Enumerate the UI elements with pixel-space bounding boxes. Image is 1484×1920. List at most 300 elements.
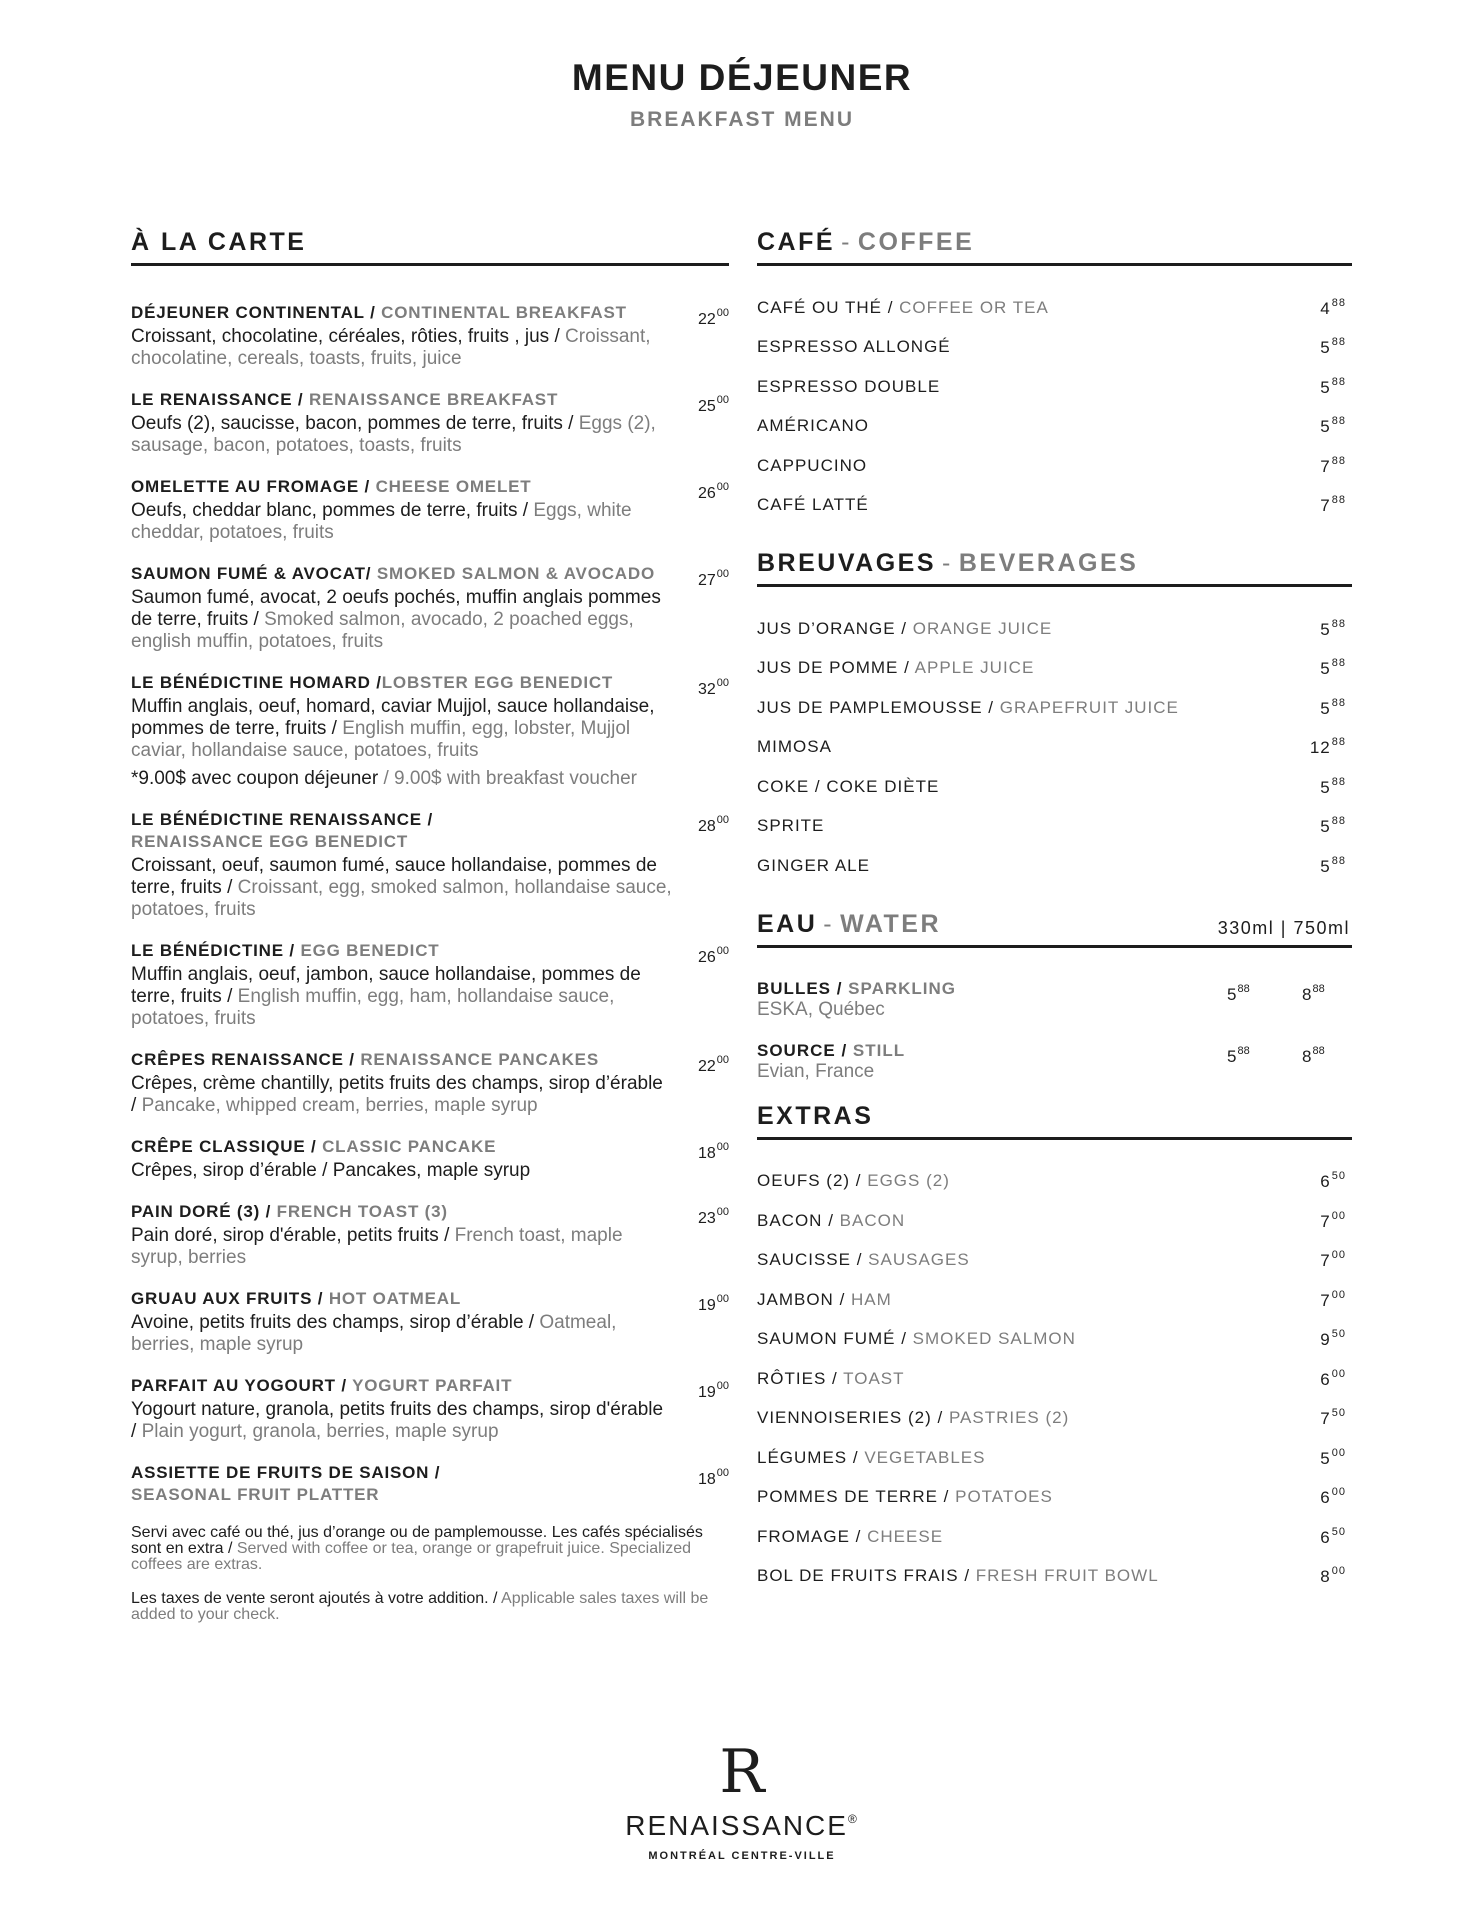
water-sep: /	[831, 978, 849, 998]
dish-price	[698, 672, 729, 701]
extras-list	[757, 1162, 1352, 1597]
dish-price	[698, 563, 729, 592]
item-sep: /	[881, 297, 900, 317]
dish-name-sep: /	[305, 1137, 323, 1156]
price-main: 18	[697, 1471, 716, 1488]
item-name-en: ORANGE JUICE	[912, 618, 1053, 638]
voucher-note	[131, 768, 673, 790]
price-cents: 50	[1331, 1525, 1346, 1538]
price-main: 19	[697, 1384, 716, 1401]
price-main: 6	[1320, 1172, 1331, 1192]
price-main: 5	[1320, 338, 1331, 358]
item-name-en: SAUSAGES	[868, 1250, 970, 1270]
dish-name-sep: /	[364, 303, 382, 322]
item-name-fr: CAFÉ LATTÉ	[757, 495, 869, 515]
price-main: 19	[697, 1297, 716, 1314]
dish-name-sep: /	[283, 941, 301, 960]
dish-name-en: LOBSTER EGG BENEDICT	[381, 673, 614, 692]
price-cents: 00	[716, 945, 729, 957]
price-cents: 88	[1237, 1044, 1250, 1057]
price-cents: 88	[1331, 696, 1346, 709]
water-name-fr: SOURCE	[757, 1040, 836, 1060]
dish-item	[131, 302, 729, 370]
item-name-en: PASTRIES (2)	[948, 1408, 1070, 1428]
menu-row	[757, 1438, 1352, 1478]
menu-row	[757, 846, 1352, 886]
price-main: 7	[1320, 496, 1331, 516]
price-cents: 88	[1331, 854, 1346, 867]
item-sep: /	[898, 658, 915, 678]
menu-row	[757, 1399, 1352, 1439]
logo-mark: R	[719, 1737, 765, 1807]
price-cents: 88	[1312, 1044, 1325, 1057]
price-main: 7	[1320, 1211, 1331, 1231]
dish-item	[131, 389, 729, 457]
dish-name	[131, 563, 673, 585]
water-title: EAU - WATER	[757, 909, 942, 938]
price-main: 27	[697, 572, 716, 589]
dish-item	[131, 1462, 729, 1506]
description-en: Eggs (2), sausage, bacon, potatoes, toasts, fruits	[131, 413, 656, 456]
item-name-en: POTATOES	[955, 1487, 1053, 1507]
dish-name-sep: /	[312, 1289, 329, 1308]
price-330ml	[1227, 978, 1250, 1006]
menu-row	[757, 1557, 1352, 1597]
description-en: Pancake, whipped cream, berries, maple syrup	[141, 1095, 538, 1116]
logo-location: MONTRÉAL CENTRE-VILLE	[648, 1850, 836, 1862]
footnote-en: Served with coffee or tea, orange or grapefruit juice. Specialized coffees are extras.	[131, 1540, 692, 1573]
footnote	[131, 1591, 729, 1623]
item-name-en: BACON	[839, 1210, 906, 1230]
dish-price	[698, 1201, 729, 1230]
price-main: 5	[1227, 984, 1237, 1004]
dish-name-en: CONTINENTAL BREAKFAST	[381, 303, 627, 322]
price-main: 5	[1320, 698, 1331, 718]
item-label	[757, 298, 1049, 318]
dish-name-fr: LE BÉNÉDICTINE	[131, 941, 284, 960]
menu-row	[757, 288, 1352, 328]
item-sep: /	[937, 1487, 956, 1507]
dish-name-fr: DÉJEUNER CONTINENTAL	[131, 303, 365, 322]
water-item	[757, 978, 1352, 1020]
item-price	[1320, 1249, 1352, 1271]
item-price	[1320, 336, 1352, 358]
description-fr: Croissant, chocolatine, céréales, rôties, fruits , jus /	[131, 326, 560, 347]
dish-name-fr: LE BÉNÉDICTINE RENAISSANCE	[131, 810, 422, 829]
price-cents: 88	[1312, 982, 1325, 995]
price-main: 5	[1320, 1448, 1331, 1468]
dish-name-en: CLASSIC PANCAKE	[322, 1137, 497, 1156]
description-fr: Saumon fumé, avocat, 2 oeufs pochés, muffin anglais pommes de terre, fruits /	[131, 587, 661, 630]
price-cents: 88	[1237, 982, 1250, 995]
dish-price	[698, 1136, 729, 1165]
dish-item	[131, 476, 729, 544]
dish-name-en: EGG BENEDICT	[300, 941, 440, 960]
description-fr: Muffin anglais, oeuf, homard, caviar Mujjol, sauce hollandaise, pommes de terre, fruits /	[131, 696, 655, 739]
water-name	[757, 978, 1352, 1000]
item-label	[757, 816, 824, 836]
dish-name-sep: /	[370, 673, 382, 692]
dish-name-en: RENAISSANCE EGG BENEDICT	[131, 832, 409, 851]
price-cents: 00	[716, 1141, 729, 1153]
water-origin: ESKA, Québec	[757, 998, 885, 1020]
price-main: 7	[1320, 1409, 1331, 1429]
item-name-fr: LÉGUMES	[757, 1447, 848, 1467]
item-sep: /	[850, 1171, 868, 1191]
item-name-fr: ESPRESSO ALLONGÉ	[757, 337, 951, 357]
price-cents: 00	[1331, 1446, 1346, 1459]
price-cents: 88	[1331, 375, 1346, 388]
menu-row	[757, 367, 1352, 407]
dish-price	[698, 1375, 729, 1404]
item-price	[1320, 415, 1352, 437]
price-cents: 88	[1331, 657, 1346, 670]
description-en: Oatmeal, berries, maple syrup	[131, 1312, 617, 1355]
price-main: 5	[1320, 817, 1331, 837]
price-main: 6	[1320, 1488, 1331, 1508]
dish-item	[131, 940, 729, 1030]
dish-name-sep: /	[292, 390, 309, 409]
dish-description	[131, 413, 673, 457]
item-sep: /	[850, 1250, 869, 1270]
dish-name	[131, 1201, 673, 1223]
item-label	[757, 619, 1052, 639]
price-cents: 88	[1331, 775, 1346, 788]
item-price	[1310, 736, 1352, 758]
water-name-fr: BULLES	[757, 978, 831, 998]
dish-name	[131, 809, 673, 853]
item-label	[757, 495, 869, 515]
price-cents: 88	[1331, 454, 1346, 467]
item-sep: /	[833, 1289, 852, 1309]
price-cents: 00	[716, 814, 729, 826]
item-label	[757, 377, 940, 397]
dish-name-fr: ASSIETTE DE FRUITS DE SAISON	[131, 1463, 430, 1482]
item-name-fr: CAPPUCINO	[757, 455, 868, 475]
price-cents: 50	[1331, 1170, 1346, 1183]
water-name-en: STILL	[852, 1040, 906, 1060]
description-en: Smoked salmon, avocado, 2 poached eggs, english muffin, potatoes, fruits	[131, 609, 634, 652]
price-cents: 00	[1331, 1288, 1346, 1301]
dish-name-en: RENAISSANCE BREAKFAST	[308, 390, 559, 409]
menu-row	[757, 328, 1352, 368]
item-name-fr: FROMAGE	[757, 1526, 850, 1546]
item-label	[757, 416, 869, 436]
price-main: 32	[697, 681, 716, 698]
dish-name-fr: OMELETTE AU FROMAGE	[131, 477, 360, 496]
page-subtitle: BREAKFAST MENU	[629, 108, 854, 131]
dish-description	[131, 326, 673, 370]
item-name-fr: SAUCISSE	[757, 1250, 851, 1270]
menu-row	[757, 1241, 1352, 1281]
item-price	[1320, 1565, 1352, 1587]
item-name-fr: JUS DE POMME	[757, 658, 899, 678]
menu-row	[757, 767, 1352, 807]
item-price	[1320, 1407, 1352, 1429]
dish-name-sep: /	[421, 810, 433, 829]
dish-description	[131, 587, 673, 653]
coffee-title: CAFÉ - COFFEE	[757, 228, 975, 256]
item-name-fr: SAUMON FUMÉ	[757, 1329, 896, 1349]
dish-price	[698, 1462, 729, 1491]
dish-name	[131, 1375, 673, 1397]
description-en: English muffin, egg, ham, hollandaise sauce, potatoes, fruits	[131, 986, 615, 1029]
item-price	[1320, 1210, 1352, 1232]
price-cents: 00	[716, 1206, 729, 1218]
dish-description	[131, 855, 673, 921]
dish-price	[698, 1049, 729, 1078]
item-sep: /	[895, 618, 913, 638]
price-main: 5	[1320, 377, 1331, 397]
price-cents: 00	[1331, 1367, 1346, 1380]
dish-description	[131, 964, 673, 1030]
menu-row	[757, 728, 1352, 768]
item-name-fr: OEUFS (2)	[757, 1171, 851, 1191]
price-cents: 00	[716, 677, 729, 689]
dish-name-en: YOGURT PARFAIT	[352, 1376, 513, 1395]
item-sep: /	[822, 1210, 840, 1230]
dish-description	[131, 1312, 673, 1356]
item-price	[1320, 1447, 1352, 1469]
item-name-en: TOAST	[843, 1368, 905, 1388]
dish-name-sep: /	[335, 1376, 353, 1395]
price-cents: 00	[716, 1380, 729, 1392]
dish-name-en: SEASONAL FRUIT PLATTER	[131, 1485, 380, 1504]
price-main: 26	[697, 949, 716, 966]
item-name-en: CHEESE	[867, 1526, 944, 1546]
dish-name-sep: /	[343, 1050, 361, 1069]
item-name-fr: RÔTIES	[757, 1368, 827, 1388]
description-en: French toast, maple syrup, berries	[131, 1225, 623, 1268]
beverages-title: BREUVAGES - BEVERAGES	[757, 549, 1139, 577]
dish-name	[131, 389, 673, 411]
item-name-en: VEGETABLES	[864, 1447, 986, 1467]
item-name-en: HAM	[851, 1289, 892, 1309]
item-name-fr: MIMOSA	[757, 737, 832, 757]
item-name-fr: JUS D’ORANGE	[757, 618, 896, 638]
item-name-fr: ESPRESSO DOUBLE	[757, 376, 941, 396]
water-header	[757, 910, 1352, 948]
menu-row	[757, 1517, 1352, 1557]
dish-item	[131, 1049, 729, 1117]
price-cents: 88	[1331, 815, 1346, 828]
price-cents: 00	[1331, 1209, 1346, 1222]
dish-item	[131, 1136, 729, 1182]
dish-description	[131, 500, 673, 544]
extras-header	[757, 1102, 1352, 1140]
item-price	[1320, 618, 1352, 640]
footnote-en: Applicable sales taxes will be added to your check.	[131, 1590, 709, 1623]
price-main: 5	[1320, 417, 1331, 437]
menu-row	[757, 1478, 1352, 1518]
footnotes	[131, 1525, 729, 1623]
description-fr: Oeufs, cheddar blanc, pommes de terre, fruits /	[131, 500, 529, 521]
price-main: 18	[697, 1145, 716, 1162]
item-name-en: GRAPEFRUIT JUICE	[999, 697, 1179, 717]
price-cents: 00	[716, 481, 729, 493]
price-main: 23	[697, 1210, 716, 1227]
item-name-en: COFFEE OR TEA	[899, 297, 1049, 317]
description-fr: Yogourt nature, granola, petits fruits des champs, sirop d'érable /	[131, 1399, 664, 1442]
dish-price	[698, 809, 729, 838]
item-price	[1320, 1328, 1352, 1350]
item-name-en: FRESH FRUIT BOWL	[975, 1566, 1159, 1586]
price-cents: 00	[716, 1293, 729, 1305]
item-price	[1320, 657, 1352, 679]
item-sep: /	[847, 1447, 865, 1467]
item-price	[1320, 1368, 1352, 1390]
price-main: 22	[697, 311, 716, 328]
menu-row	[757, 688, 1352, 728]
price-main: 28	[697, 818, 716, 835]
dish-name-fr: LE RENAISSANCE	[131, 390, 293, 409]
dish-name-en: HOT OATMEAL	[328, 1289, 462, 1308]
item-price	[1320, 1486, 1352, 1508]
dish-name-fr: SAUMON FUMÉ & AVOCAT	[131, 564, 366, 583]
price-main: 12	[1309, 738, 1331, 758]
menu-row	[757, 807, 1352, 847]
item-label	[757, 1329, 1076, 1349]
menu-row	[757, 1280, 1352, 1320]
price-main: 8	[1320, 1567, 1331, 1587]
price-main: 5	[1320, 856, 1331, 876]
item-name-fr: BACON	[757, 1210, 823, 1230]
item-name-en: APPLE JUICE	[914, 658, 1035, 678]
price-main: 4	[1320, 298, 1331, 318]
item-label	[757, 1211, 905, 1231]
price-main: 5	[1320, 777, 1331, 797]
item-name-fr: VIENNOISERIES (2)	[757, 1408, 932, 1428]
water-sep: /	[835, 1040, 853, 1060]
item-price	[1320, 815, 1352, 837]
extras-title: EXTRAS	[757, 1101, 874, 1130]
footnote	[131, 1525, 729, 1573]
price-main: 25	[697, 398, 716, 415]
a-la-carte-title: À LA CARTE	[131, 228, 307, 256]
description-en: Eggs, white cheddar, potatoes, fruits	[131, 500, 632, 543]
item-label	[757, 1290, 892, 1310]
dish-description	[131, 1160, 673, 1182]
item-sep: /	[931, 1408, 949, 1428]
dish-name-fr: PAIN DORÉ (3)	[131, 1202, 261, 1221]
menu-row	[757, 1320, 1352, 1360]
item-name-en: EGGS (2)	[867, 1171, 950, 1191]
item-price	[1320, 455, 1352, 477]
item-sep: /	[849, 1526, 868, 1546]
drinks-extras-column	[757, 228, 1352, 1596]
dish-name-sep: /	[429, 1463, 441, 1482]
price-cents: 88	[1331, 336, 1346, 349]
dish-item	[131, 1201, 729, 1269]
water-item	[757, 1040, 1352, 1082]
dish-description	[131, 1399, 673, 1443]
dish-item	[131, 563, 729, 653]
menu-row	[757, 609, 1352, 649]
dish-name	[131, 302, 673, 324]
item-label	[757, 1487, 1053, 1507]
dish-name-sep: /	[365, 564, 377, 583]
voucher-note-en: / 9.00$ with breakfast voucher	[378, 768, 637, 789]
footnote-fr: Servi avec café ou thé, jus d’orange ou de pamplemousse. Les cafés spécialisés sont en extra /	[131, 1524, 703, 1557]
dish-name-en: SMOKED SALMON & AVOCADO	[376, 564, 655, 583]
dish-name-sep: /	[260, 1202, 277, 1221]
description-fr: Avoine, petits fruits des champs, sirop d’érable /	[131, 1312, 535, 1333]
item-label	[757, 1369, 905, 1389]
a-la-carte-header	[131, 228, 729, 266]
price-cents: 88	[1331, 296, 1346, 309]
menu-row	[757, 1162, 1352, 1202]
price-main: 6	[1320, 1369, 1331, 1389]
dish-name-fr: GRUAU AUX FRUITS	[131, 1289, 313, 1308]
beverages-header	[757, 549, 1352, 587]
footnote-fr: Les taxes de vente seront ajoutés à votre addition. /	[131, 1590, 498, 1607]
description-fr: Crêpes, sirop d’érable / Pancakes, maple syrup	[131, 1160, 531, 1181]
water-name-en: SPARKLING	[848, 978, 957, 998]
dish-price	[698, 940, 729, 969]
item-label	[757, 1408, 1069, 1428]
item-name-fr: GINGER ALE	[757, 855, 870, 875]
dish-name	[131, 1288, 673, 1310]
item-name-fr: JUS DE PAMPLEMOUSSE	[757, 697, 983, 717]
item-name-fr: SPRITE	[757, 816, 825, 836]
item-name-fr: AMÉRICANO	[757, 416, 869, 436]
description-en: Plain yogurt, granola, berries, maple syrup	[141, 1421, 499, 1442]
water-origin: Evian, France	[757, 1060, 875, 1082]
price-cents: 00	[716, 568, 729, 580]
dish-name	[131, 1462, 673, 1506]
menu-row	[757, 407, 1352, 447]
item-price	[1320, 776, 1352, 798]
price-cents: 00	[1331, 1249, 1346, 1262]
dish-name-en: RENAISSANCE PANCAKES	[360, 1050, 599, 1069]
item-price	[1320, 1526, 1352, 1548]
item-price	[1320, 697, 1352, 719]
page-header	[0, 56, 1484, 132]
dish-name-fr: CRÊPES RENAISSANCE	[131, 1050, 344, 1069]
item-name-fr: POMMES DE TERRE	[757, 1487, 938, 1507]
dish-name-sep: /	[359, 477, 376, 496]
item-label	[757, 456, 867, 476]
a-la-carte-column	[131, 228, 729, 1623]
description-fr: Pain doré, sirop d'érable, petits fruits /	[131, 1225, 450, 1246]
dish-item	[131, 1288, 729, 1356]
item-label	[757, 856, 870, 876]
dish-name	[131, 476, 673, 498]
item-label	[757, 1250, 970, 1270]
menu-row	[757, 1201, 1352, 1241]
dish-name-en: CHEESE OMELET	[375, 477, 532, 496]
price-main: 7	[1320, 1251, 1331, 1271]
price-cents: 50	[1331, 1328, 1346, 1341]
dish-name-fr: LE BÉNÉDICTINE HOMARD	[131, 673, 371, 692]
price-main: 5	[1320, 659, 1331, 679]
dish-price	[698, 389, 729, 418]
item-label	[757, 737, 832, 757]
item-name-fr: BOL DE FRUITS FRAIS	[757, 1566, 959, 1586]
price-750ml	[1302, 1040, 1325, 1068]
dish-name	[131, 1049, 673, 1071]
item-label	[757, 658, 1034, 678]
item-price	[1320, 855, 1352, 877]
price-main: 5	[1320, 619, 1331, 639]
coffee-list	[757, 288, 1352, 525]
menu-row	[757, 649, 1352, 689]
item-sep: /	[826, 1368, 844, 1388]
price-cents: 00	[716, 307, 729, 319]
dish-price	[698, 1288, 729, 1317]
dish-name-fr: CRÊPE CLASSIQUE	[131, 1137, 306, 1156]
dish-name	[131, 940, 673, 962]
